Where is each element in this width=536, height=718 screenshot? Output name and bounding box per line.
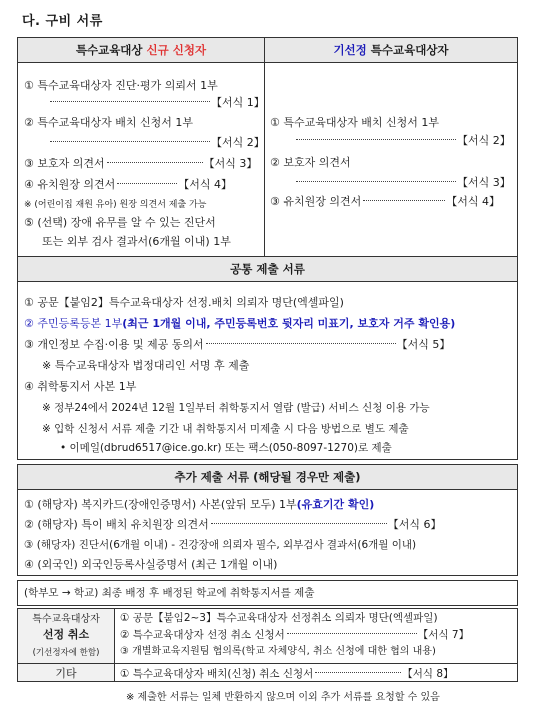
common-item-1: ① 공문【붙임2】특수교육대상자 선정.배치 의뢰자 명단(엑셀파일) (24, 296, 344, 309)
additional-item-4: ④ (외국인) 외국인등록사실증명서 (최근 1개월 이내) (24, 558, 278, 571)
form-ref: 【서식 2】 (211, 136, 265, 149)
cancel-label-3: (기선정자에 한함) (32, 648, 100, 658)
cancel-item-3: ③ 개별화교육지원팀 협의록(학교 자체양식, 취소 신청에 대한 협의 내용) (120, 646, 436, 657)
common-header: 공통 제출 서류 (230, 262, 305, 276)
right-header (265, 39, 517, 61)
right-header-highlight: 기선정 (333, 43, 367, 57)
left-item-5: ⑤ (선택) 장애 유무를 알 수 있는 진단서 (24, 216, 216, 229)
left-item-2: ② 특수교육대상자 배치 신청서 1부 (24, 116, 194, 129)
form-ref: 【서식 4】 (178, 178, 233, 191)
section-title: 다. 구비 서류 (22, 14, 103, 29)
left-item-4: ④ 유치원장 의견서 【서식 4】 (24, 178, 233, 191)
school-note: (학부모 → 학교) 최종 배정 후 배정된 학교에 취학통지서를 제출 (24, 587, 315, 599)
form-ref: 【서식 4】 (446, 195, 501, 208)
other-item-1: ① 특수교육대상자 배치(신청) 취소 신청서 【서식 8】 (120, 668, 454, 680)
left-item-1-form-line (48, 96, 265, 110)
additional-item-3: ③ (해당자) 진단서(6개월 이내) - 건강장애 의뢰자 필수, 외부검사 결과서(6개월 이내) (24, 539, 417, 551)
common-item-4-note-2: ※ 입학 신청서 서류 제출 기간 내 취학통지서 미제출 시 다음 방법으로 별도 제출 (42, 423, 409, 435)
additional-item-2: ② (해당자) 특이 배치 유치원장 의견서 【서식 6】 (24, 518, 442, 531)
right-item-1: ① 특수교육대상자 배치 신청서 1부 (270, 116, 440, 129)
footer-note: ※ 제출한 서류는 일체 반환하지 않으며 이외 추가 서류를 요청할 수 있음 (126, 692, 440, 703)
cancel-label-2: 선정 취소 (42, 628, 90, 641)
common-item-3: ③ 개인정보 수집·이용 및 제공 동의서 【서식 5】 (24, 338, 451, 351)
form-ref: 【서식 8】 (402, 668, 454, 680)
additional-item-1: ① (해당자) 복지카드(장애인증명서) 사본(앞뒤 모두) 1부(유효기간 확인) (24, 498, 375, 511)
other-label: 기타 (55, 667, 77, 680)
left-item-1: ① 특수교육대상자 진단·평가 의뢰서 1부 (24, 79, 218, 92)
left-header (18, 39, 264, 61)
form-ref: 【서식 3】 (203, 157, 258, 170)
common-item-2: ② 주민등록등본 1부(최근 1개월 이내, 주민등록번호 뒷자리 미표기, 보호자 거주 확인용) (24, 317, 456, 330)
common-item-4: ④ 취학통지서 사본 1부 (24, 380, 137, 393)
right-item-3: ③ 유치원장 의견서 【서식 4】 (270, 195, 501, 208)
left-item-5-line2: 또는 외부 검사 결과서(6개월 이내) 1부 (42, 235, 231, 248)
additional-header: 추가 제출 서류 (해당될 경우만 제출) (174, 470, 361, 484)
right-header-suffix: 특수교육대상자 (370, 43, 449, 57)
right-item-2-form-line (294, 176, 511, 190)
right-item-1-form-line (294, 134, 511, 148)
right-item-2: ② 보호자 의견서 (270, 156, 351, 169)
form-ref: 【서식 1】 (211, 96, 265, 109)
cancel-label-1: 특수교육대상자 (32, 614, 100, 625)
left-item-3: ③ 보호자 의견서 【서식 3】 (24, 157, 258, 170)
form-ref: 【서식 6】 (387, 518, 442, 531)
cancel-item-1: ① 공문【붙임2~3】특수교육대상자 선정취소 의뢰자 명단(엑셀파일) (120, 612, 438, 624)
form-ref: 【서식 3】 (457, 176, 511, 189)
common-item-4-note-1: ※ 정부24에서 2024년 12월 1일부터 취학통지서 열람 (발급) 서비스 신청 이용 가능 (42, 402, 430, 414)
form-ref: 【서식 7】 (417, 629, 470, 641)
cancel-item-2: ② 특수교육대상자 선정 취소 신청서 【서식 7】 (120, 629, 470, 641)
left-note: ※ (어린이집 재원 유아) 원장 의견서 제출 가능 (24, 200, 207, 210)
left-item-2-form-line (48, 136, 265, 150)
left-header-prefix: 특수교육대상 (75, 43, 143, 57)
left-header-highlight: 신규 신청자 (146, 43, 207, 57)
common-item-3-note: ※ 특수교육대상자 법정대리인 서명 후 제출 (42, 359, 250, 372)
form-ref: 【서식 5】 (396, 338, 451, 351)
form-ref: 【서식 2】 (457, 134, 511, 147)
common-item-4-contact: • 이메일(dbrud6517@ice.go.kr) 또는 팩스(050-8097-1270)로 제출 (60, 442, 392, 454)
